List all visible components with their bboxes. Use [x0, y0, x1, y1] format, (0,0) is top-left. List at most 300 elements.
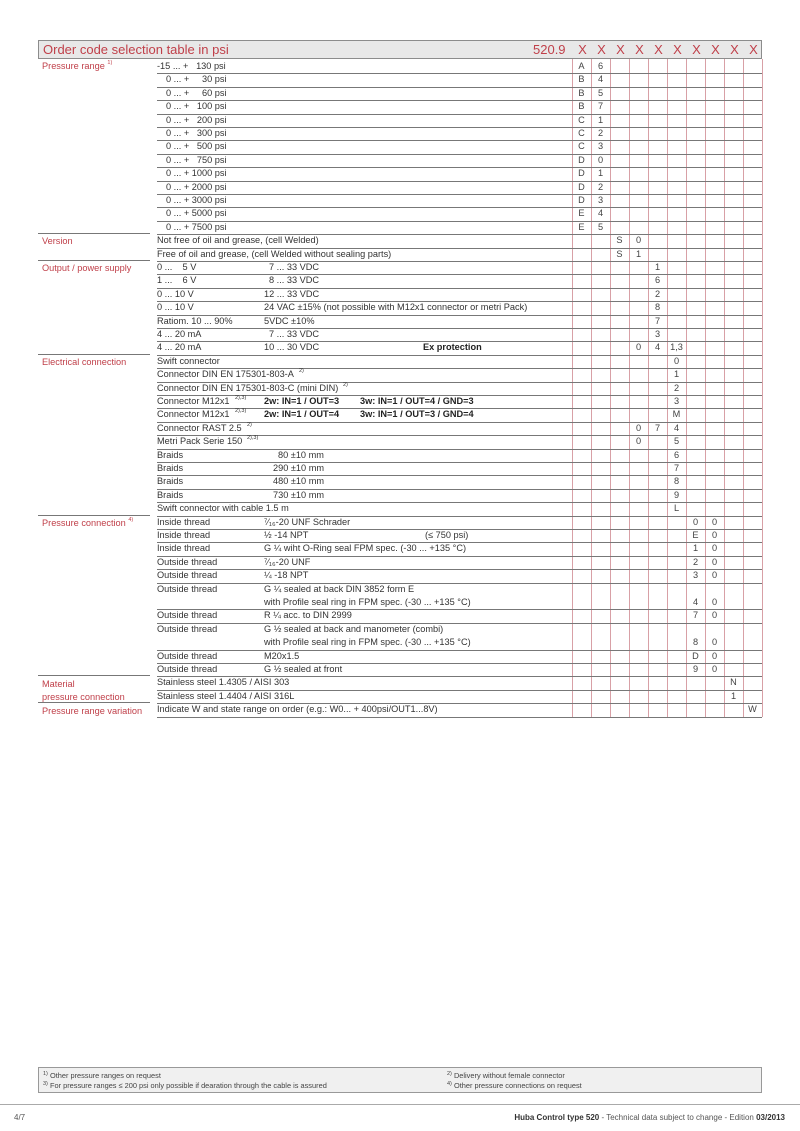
cell-primary: 0 ... + 200 psi: [166, 114, 227, 125]
code-cells: [572, 301, 762, 315]
code-cell: 7: [673, 463, 680, 473]
footnote-2: $^{2)}$ Delivery without female connector: [447, 1071, 565, 1080]
cell-secondary: G ½ sealed at front: [264, 664, 343, 674]
code-cell: 0: [711, 637, 718, 648]
section-material: [0, 678, 800, 691]
table-row: [0, 623, 800, 650]
code-cells: [572, 73, 762, 87]
table-row: [0, 542, 800, 555]
cell-primary: Not free of oil and grease, (cell Welded): [157, 235, 319, 246]
code-cells: [572, 382, 762, 396]
code-cell: 4: [654, 342, 661, 353]
table-row: [0, 315, 800, 328]
code-cell: 8: [692, 637, 699, 648]
table-row: [0, 127, 800, 140]
code-cells: [572, 341, 762, 355]
section-divider: [38, 675, 150, 676]
cell-secondary: ⁷⁄₁₆-20 UNF: [264, 556, 311, 567]
code-cell: B: [578, 87, 585, 98]
code-cell: A: [578, 61, 585, 71]
footnote-ref: 2),3): [235, 395, 247, 401]
table-row: [0, 194, 800, 207]
cell-primary: 0 ... + 300 psi: [166, 128, 227, 138]
cell-secondary: 10 ... 30 VDC: [264, 342, 320, 353]
table-row: [0, 341, 800, 354]
table-row: [0, 181, 800, 194]
cell-secondary: 7 ... 33 VDC: [269, 329, 320, 339]
code-cell: 0: [711, 556, 718, 567]
cell-primary: Outside thread: [157, 570, 218, 581]
table-row: [0, 154, 800, 167]
cell-primary: 0 ... + 500 psi: [166, 141, 227, 152]
code-cell: C: [578, 141, 585, 152]
code-cells: [572, 315, 762, 329]
cell-primary: Outside thread: [157, 664, 218, 674]
section-electrical: [0, 356, 800, 369]
cell-primary: Outside thread: [157, 650, 218, 661]
code-cells: [572, 181, 762, 195]
section-divider: [38, 260, 150, 261]
code-cells: [572, 489, 762, 503]
row-description: [157, 382, 572, 396]
code-cells: [572, 408, 762, 422]
code-cells: [572, 449, 762, 463]
cell-secondary: ½ -14 NPT: [264, 530, 309, 540]
cell-primary: Inside thread: [157, 530, 211, 540]
section-variation: [0, 705, 800, 718]
code-cell: 0: [711, 610, 718, 621]
code-cell: 0: [597, 154, 604, 165]
code-cells: [572, 288, 762, 302]
code-cell: E: [578, 221, 585, 232]
code-cells: [572, 529, 762, 543]
code-cell: 2: [673, 382, 680, 393]
table-row: [0, 583, 800, 610]
code-cells: [572, 114, 762, 128]
code-cells: [572, 650, 762, 664]
code-cell: 7: [597, 101, 604, 112]
cell-primary: Connector M12x1: [157, 409, 230, 420]
cell-primary: 0 ... 5 V: [157, 262, 197, 272]
cell-primary: Metri Pack Serie 150: [157, 436, 243, 447]
code-cell: 6: [654, 275, 661, 286]
code-cells: [572, 194, 762, 208]
cell-secondary-line2: with Profile seal ring in FPM spec. (-30 ... +135 °C): [264, 637, 471, 648]
table-row: [0, 435, 800, 448]
code-cells: [572, 609, 762, 623]
code-cells: [572, 623, 762, 651]
row-description: [157, 194, 572, 208]
row-description: [157, 408, 572, 422]
code-cells: [572, 154, 762, 168]
code-cells: [572, 127, 762, 141]
cell-primary: 0 ... + 2000 psi: [166, 181, 227, 192]
cell-secondary: M20x1.5: [264, 650, 300, 661]
cell-secondary: 480 ±10 mm: [273, 476, 325, 487]
section-divider: [38, 354, 150, 355]
code-cell: S: [616, 248, 623, 259]
code-cells: [572, 542, 762, 556]
section-material-2: [0, 691, 800, 704]
code-cell: 0: [711, 650, 718, 661]
footnote-ref: 2): [247, 421, 252, 428]
row-description: [157, 274, 572, 288]
cell-primary: Ratiom. 10 ... 90%: [157, 315, 233, 326]
code-cell: 5: [597, 87, 604, 98]
row-description: [157, 221, 572, 235]
section-pressure-range: [0, 60, 800, 73]
code-cell: 7: [654, 422, 661, 433]
row-description: [157, 489, 572, 503]
table-row: [0, 288, 800, 301]
code-cell: 1: [692, 543, 699, 554]
cell-secondary: 2w: IN=1 / OUT=3: [264, 396, 340, 406]
code-cell: 0: [673, 355, 680, 366]
code-cell: 0: [635, 422, 642, 433]
code-cell: 5: [597, 221, 604, 232]
row-description: [157, 650, 572, 664]
footnote-ref: 2): [299, 368, 304, 375]
brand-name: Huba Control type 520: [514, 1113, 600, 1122]
code-cell: 0: [711, 516, 718, 527]
section-label: Version: [42, 236, 73, 246]
row-description: [157, 127, 572, 141]
cell-primary: 0 ... + 7500 psi: [166, 221, 227, 232]
table-row: [0, 301, 800, 314]
row-description: [157, 301, 572, 315]
row-description: [157, 475, 572, 489]
code-cell: 2: [597, 181, 604, 192]
table-row: [0, 248, 800, 261]
table-row: [0, 475, 800, 488]
cell-primary: 0 ... + 3000 psi: [166, 195, 227, 205]
cell-tertiary: 3w: IN=1 / OUT=4 / GND=3: [360, 396, 474, 406]
row-description: [157, 167, 572, 181]
table-row: [0, 449, 800, 462]
cell-primary: Outside thread: [157, 610, 218, 621]
cell-primary: 0 ... + 100 psi: [166, 101, 227, 112]
table-row: [0, 489, 800, 502]
code-cell: 4: [597, 208, 604, 219]
row-description: [157, 502, 572, 516]
table-row: [0, 529, 800, 542]
cell-secondary: 80 ±10 mm: [278, 449, 324, 460]
section-label: Output / power supply: [42, 263, 132, 273]
table-row: [0, 408, 800, 421]
cell-primary: 4 ... 20 mA: [157, 329, 202, 339]
code-cell: E: [578, 208, 585, 219]
row-description: [157, 395, 572, 409]
cell-primary: 0 ... 10 V: [157, 288, 194, 299]
code-cell: 0: [635, 342, 642, 353]
code-cells: [572, 422, 762, 436]
code-cell: 1: [597, 168, 604, 179]
row-description: [157, 341, 572, 355]
code-cell: 0: [692, 516, 699, 527]
cell-secondary: ⁷⁄₁₆-20 UNF Schrader: [264, 516, 351, 527]
cell-secondary: 730 ±10 mm: [273, 489, 325, 500]
code-placeholder: X: [673, 42, 682, 57]
code-cells: [572, 368, 762, 382]
code-cell: 6: [673, 449, 680, 460]
code-cell: 1: [597, 114, 604, 125]
cell-secondary: G ¼ sealed at back DIN 3852 form E: [264, 583, 415, 594]
code-cell: 8: [654, 302, 661, 313]
code-cells: [572, 274, 762, 288]
code-cell: 3: [597, 195, 604, 205]
footnote-1: $^{1)}$ Other pressure ranges on request: [43, 1071, 161, 1080]
table-row: [0, 221, 800, 234]
footer-imprint: [514, 1113, 785, 1122]
code-cell: L: [673, 503, 680, 514]
table-row: [0, 650, 800, 663]
cell-tertiary: Ex protection: [423, 342, 482, 353]
code-cell: 4: [673, 422, 680, 433]
section-label: Pressure range variation: [42, 706, 143, 716]
table-row: [0, 502, 800, 515]
table-row: [0, 462, 800, 475]
cell-primary: Connector M12x1: [157, 396, 230, 406]
row-description: [157, 248, 572, 262]
row-description: [157, 181, 572, 195]
footnote-ref: 2),3): [247, 435, 259, 442]
table-row: [0, 87, 800, 100]
table-row: [0, 274, 800, 287]
row-description: [157, 623, 572, 651]
code-placeholder: X: [692, 42, 701, 57]
cell-primary: Braids: [157, 449, 184, 460]
row-description: [157, 87, 572, 101]
row-description: [157, 73, 572, 87]
code-cells: [572, 435, 762, 449]
cell-primary: 4 ... 20 mA: [157, 342, 202, 353]
footnotes-box: [38, 1067, 762, 1093]
table-row: [0, 663, 800, 676]
cell-secondary: G ¼ wiht O-Ring seal FPM spec. (-30 ... +135 °C): [264, 543, 467, 554]
code-cell: 4: [597, 74, 604, 85]
table-row: [0, 556, 800, 569]
code-cells: [572, 248, 762, 262]
cell-secondary-line2: with Profile seal ring in FPM spec. (-30 ... +135 °C): [264, 596, 471, 607]
code-cell: 0: [711, 543, 718, 554]
code-cells: [572, 167, 762, 181]
table-row: [0, 328, 800, 341]
section-label: Pressure connection: [42, 518, 126, 528]
cell-primary: -15 ... + 130 psi: [157, 61, 226, 71]
row-description: [157, 583, 572, 611]
edition: 03/2013: [756, 1113, 785, 1122]
code-cell: 2: [597, 128, 604, 138]
code-cell: 3: [597, 141, 604, 152]
section-pressure-connection: [0, 517, 800, 530]
code-cell: 7: [654, 315, 661, 326]
cell-primary: Swift connector: [157, 355, 220, 366]
code-cell: N: [730, 677, 737, 688]
cell-primary: Free of oil and grease, (cell Welded without sealing parts): [157, 248, 392, 259]
cell-primary: Stainless steel 1.4404 / AISI 316L: [157, 690, 295, 701]
row-description: [157, 315, 572, 329]
cell-secondary: 24 VAC ±15% (not possible with M12x1 connector or metri Pack): [264, 302, 528, 313]
cell-secondary: ¼ -18 NPT: [264, 570, 309, 581]
cell-primary: Indicate W and state range on order (e.g.: W0... + 400psi/OUT1...8V): [157, 704, 438, 715]
code-cell: 3: [654, 329, 661, 339]
cell-secondary: 7 ... 33 VDC: [269, 262, 320, 272]
cell-secondary: 8 ... 33 VDC: [269, 275, 320, 286]
cell-primary: 0 ... + 30 psi: [166, 74, 227, 85]
code-cell: 0: [711, 530, 718, 540]
code-cells: [572, 556, 762, 570]
cell-primary: 0 ... + 750 psi: [166, 154, 227, 165]
code-cell: 8: [673, 476, 680, 487]
code-cell: B: [578, 74, 585, 85]
table-row: [0, 207, 800, 220]
row-description: [157, 422, 572, 436]
section-label: pressure connection: [42, 692, 125, 702]
cell-secondary: R ¼ acc. to DIN 2999: [264, 610, 352, 621]
row-description: [157, 100, 572, 114]
code-cell: 5: [673, 436, 680, 447]
cell-tertiary: (≤ 750 psi): [425, 530, 469, 540]
code-cells: [572, 328, 762, 342]
order-code-prefix: 520.9: [533, 42, 566, 57]
cell-primary: Inside thread: [157, 516, 211, 527]
code-cells: [572, 462, 762, 476]
code-cells: [572, 502, 762, 516]
code-cells: [572, 583, 762, 611]
cell-secondary: 290 ±10 mm: [273, 463, 325, 473]
code-cell: C: [578, 114, 585, 125]
row-description: [157, 328, 572, 342]
code-cells: [572, 475, 762, 489]
section-output: [0, 262, 800, 275]
code-cell: D: [578, 181, 585, 192]
code-cell: 3: [673, 396, 680, 406]
code-cell: D: [578, 195, 585, 205]
code-cell: 9: [673, 489, 680, 500]
table-header: [38, 40, 762, 59]
table-row: [0, 73, 800, 86]
cell-primary: Outside thread: [157, 583, 218, 594]
code-placeholders: [573, 41, 763, 59]
table-row: [0, 368, 800, 381]
code-cell: B: [578, 101, 585, 112]
footer-divider: [0, 1104, 800, 1105]
cell-primary: Stainless steel 1.4305 / AISI 303: [157, 677, 290, 688]
footnote-ref: 4): [128, 517, 134, 523]
cell-secondary: 5VDC ±10%: [264, 315, 315, 326]
row-description: [157, 529, 572, 543]
code-cell: 6: [597, 61, 604, 71]
cell-primary: Braids: [157, 476, 184, 487]
code-cell: 1,3: [670, 342, 683, 353]
code-cell: W: [748, 704, 757, 715]
code-placeholder: X: [616, 42, 625, 57]
cell-primary: 0 ... + 1000 psi: [166, 168, 227, 179]
footnote-ref: 2): [343, 381, 348, 388]
code-cell: D: [692, 650, 699, 661]
code-cell: C: [578, 128, 585, 138]
code-cell: 9: [692, 664, 699, 674]
table-title: Order code selection table in psi: [43, 42, 229, 57]
code-cell: D: [578, 154, 585, 165]
table-row: [0, 395, 800, 408]
section-label: Pressure range: [42, 61, 105, 71]
page-number: 4/7: [14, 1113, 26, 1122]
cell-secondary: 2w: IN=1 / OUT=4: [264, 409, 340, 420]
cell-primary: Connector RAST 2.5: [157, 422, 242, 433]
code-cell: S: [616, 235, 623, 246]
code-placeholder: X: [635, 42, 644, 57]
cell-primary: Connector DIN EN 175301-803-C (mini DIN): [157, 382, 339, 393]
code-cells: [572, 395, 762, 409]
cell-secondary: 12 ... 33 VDC: [264, 288, 320, 299]
row-description: [157, 140, 572, 154]
row-description: [157, 462, 572, 476]
section-version: [0, 235, 800, 248]
row-description: [157, 556, 572, 570]
code-cell: 7: [692, 610, 699, 621]
cell-primary: 0 ... + 60 psi: [166, 87, 227, 98]
code-cell: 2: [692, 556, 699, 567]
table-row: [0, 100, 800, 113]
code-cell: 1: [673, 369, 680, 380]
row-description: [157, 663, 572, 677]
code-placeholder: X: [711, 42, 720, 57]
code-cell: 2: [654, 288, 661, 299]
code-cells: [572, 140, 762, 154]
code-cells: [572, 100, 762, 114]
code-cell: 0: [635, 235, 642, 246]
code-cell: 0: [635, 436, 642, 447]
table-row: [0, 422, 800, 435]
code-cells: [572, 87, 762, 101]
cell-primary: Braids: [157, 489, 184, 500]
code-cells: [572, 569, 762, 583]
code-cell: 0: [711, 596, 718, 607]
code-placeholder: X: [578, 42, 587, 57]
row-description: [157, 368, 572, 382]
footnote-ref: 2),3): [235, 408, 247, 415]
row-description: [157, 288, 572, 302]
code-cell: D: [578, 168, 585, 179]
cell-primary: Outside thread: [157, 556, 218, 567]
table-row: [0, 569, 800, 582]
row-description: [157, 435, 572, 449]
row-description: [157, 114, 572, 128]
row-description: [157, 449, 572, 463]
code-placeholder: X: [730, 42, 739, 57]
row-description: [157, 609, 572, 623]
cell-primary: 0 ... + 5000 psi: [166, 208, 227, 219]
code-placeholder: X: [654, 42, 663, 57]
cell-tertiary: 3w: IN=1 / OUT=3 / GND=4: [360, 409, 474, 420]
table-row: [0, 114, 800, 127]
section-divider: [38, 515, 150, 516]
row-description: [157, 207, 572, 221]
cell-primary: Inside thread: [157, 543, 211, 554]
code-cells: [572, 663, 762, 677]
table-row: [0, 167, 800, 180]
section-label: Material: [42, 679, 75, 689]
section-label: Electrical connection: [42, 357, 127, 367]
row-description: [157, 569, 572, 583]
row-description: [157, 542, 572, 556]
code-cell: 1: [635, 248, 642, 259]
code-cell: 0: [711, 570, 718, 581]
table-row: [0, 140, 800, 153]
cell-primary: Outside thread: [157, 623, 218, 634]
footnote-ref: 1): [107, 60, 113, 66]
